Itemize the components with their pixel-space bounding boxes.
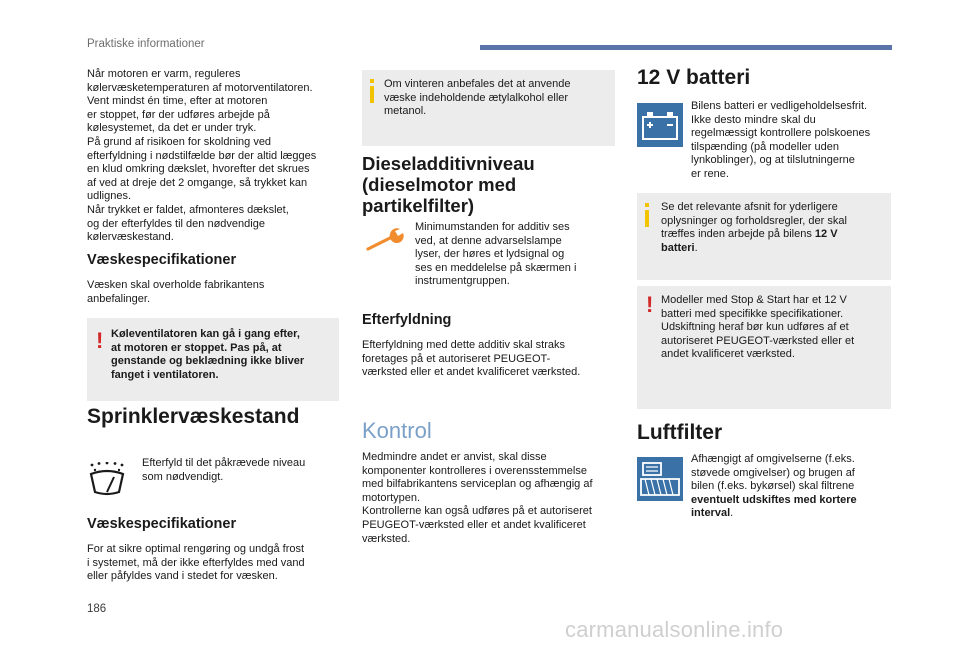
sprinkler-text: Efterfyld til det påkrævede niveau som nødvendigt.: [142, 457, 306, 483]
fluid-spec-heading: Væskespecifikationer: [87, 252, 237, 268]
cooling-intro-text: Når motoren er varm, reguleres kølervæsketemperaturen af motorventilatoren. Vent mindst én time, efter at motoren er stoppet, før der udføres arbejde på kølesystemet, da det er under tryk. På grund af risikoen for skoldning ved efterfyldning i nødstilfælde bør der altid lægges en klud omkring dækslet, hvorefter det skrues af ved at dreje det 2 omgange, så trykket kan udlignes. Når trykket er faldet, afmonteres dækslet, og der efterfyldes til den nødvendige kølervæskestand.: [87, 68, 317, 244]
kontrol-text: Medmindre andet er anvist, skal disse komponenter kontrolleres i overensstemmelse med bilfabrikantens serviceplan og afhængig af motortypen. Kontrollerne kan også udføres på et autoriseret PEUGEOT-værksted eller et andet kvalificeret værksted.: [362, 451, 593, 545]
wrench-icon: [366, 228, 406, 252]
watermark: carmanualsonline.info: [565, 617, 784, 642]
windscreen-washer-icon: [88, 462, 126, 498]
air-filter-main: Afhængigt af omgivelserne (f.eks. støvede omgivelser) og brugen af bilen (f.eks. bykørsel) skal filtrene: [691, 453, 855, 493]
air-filter-heading: Luftfilter: [637, 421, 723, 444]
warning-exclamation-icon: !: [646, 292, 654, 317]
fan-warning-box: [87, 318, 339, 401]
info-icon: [370, 79, 374, 103]
diesel-additive-heading: Dieseladditivniveau (dieselmotor med partikelfilter): [362, 153, 535, 216]
battery-info-box: [637, 193, 891, 280]
air-filter-icon: [637, 457, 683, 501]
fluid-spec-text: Væsken skal overholde fabrikantens anbefalinger.: [87, 279, 265, 305]
diesel-additive-text: Minimumstanden for additiv ses ved, at denne advarselslampe lyser, der høres et lydsignal og ses en meddelelse på skærmen i instrumentgruppen.: [415, 221, 577, 288]
washer-spec-text: For at sikre optimal rengøring og undgå frost i systemet, må der ikke efterfyldes med vand eller påfyldes vand i stedet for væsken.: [87, 543, 305, 583]
battery-icon: [637, 103, 683, 147]
running-head: Praktiske informationer: [87, 38, 205, 50]
stop-start-warning-text: Modeller med Stop & Start har et 12 V batteri med specifikke specifikationer. Udskiftning heraf bør kun udføres af et autoriseret PEUGEOT-værksted eller et andet kvalificeret værksted.: [661, 294, 855, 361]
page-number: 186: [87, 603, 107, 615]
battery-text: Bilens batteri er vedligeholdelsesfrit. Ikke desto mindre skal du regelmæssigt kontrollere polskoenes tilspænding (på modeller uden lynkoblinger), og at tilslutningerne er rene.: [691, 100, 871, 180]
battery-info-bold: 12 V batteri: [661, 228, 838, 254]
air-filter-bold: eventuelt udskiftes med kortere interval: [691, 493, 857, 520]
air-filter-end: .: [730, 507, 734, 520]
stop-start-warning-box: [637, 286, 891, 409]
kontrol-heading: Kontrol: [362, 418, 432, 443]
refill-heading: Efterfyldning: [362, 312, 452, 328]
battery-info-main: Se det relevante afsnit for yderligere oplysninger og forholdsregler, der skal træffes inden arbejde på bilens: [661, 201, 847, 241]
washer-spec-heading: Væskespecifikationer: [87, 516, 237, 532]
header-accent-bar: [480, 45, 892, 50]
warning-exclamation-icon: !: [96, 328, 104, 353]
fan-warning-text: Køleventilatoren kan gå i gang efter, at motoren er stoppet. Pas på, at genstande og beklædning ikke bliver fanget i ventilatoren.: [111, 328, 305, 381]
battery-heading: 12 V batteri: [637, 66, 751, 89]
info-icon: [645, 203, 649, 227]
winter-info-text: Om vinteren anbefales det at anvende væske indeholdende ætylalkohol eller metanol.: [384, 78, 571, 118]
battery-info-text: [661, 201, 886, 255]
winter-info-box: [362, 70, 615, 146]
refill-text: Efterfyldning med dette additiv skal straks foretages på et autoriseret PEUGEOT- værksted eller et andet kvalificeret værksted.: [362, 339, 581, 379]
sprinkler-heading: Sprinklervæskestand: [87, 405, 300, 428]
air-filter-text: [691, 453, 891, 521]
battery-info-end: .: [694, 241, 698, 254]
